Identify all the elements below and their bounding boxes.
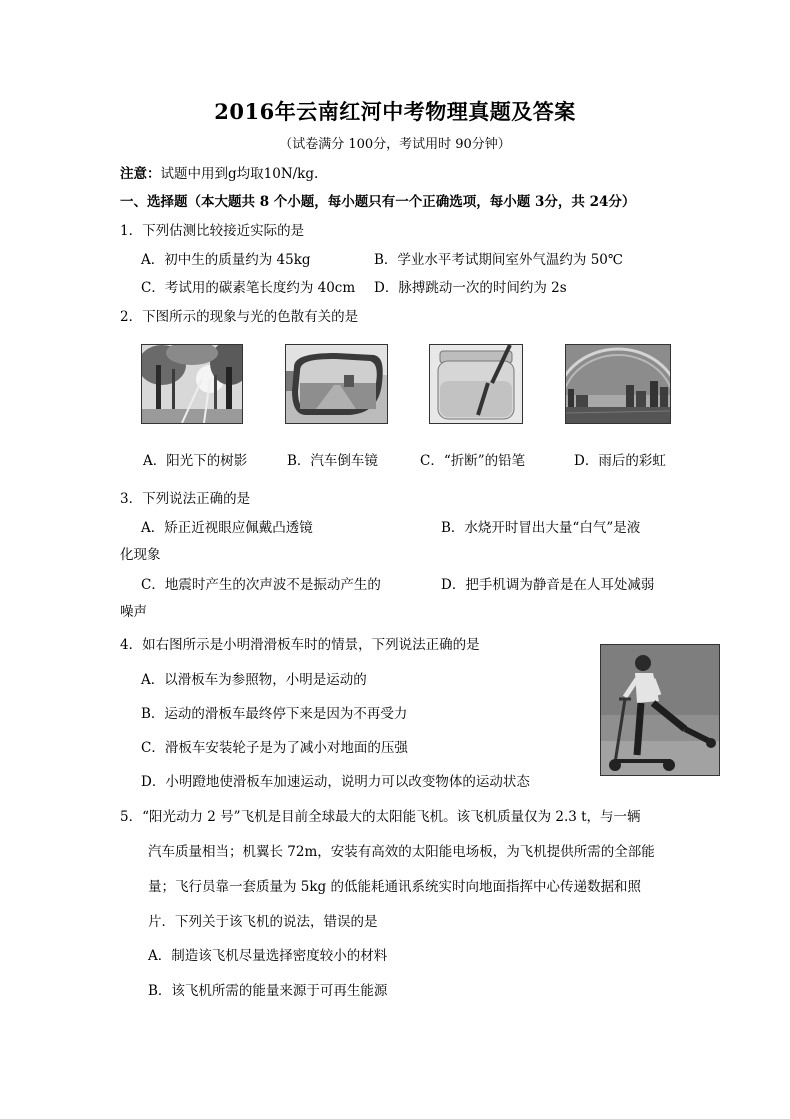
q2-option-c: C．“折断”的铅笔 [420, 453, 526, 469]
q4-option-d: D．小明蹬地使滑板车加速运动，说明力可以改变物体的运动状态 [141, 774, 530, 790]
q1-option-a: A．初中生的质量约为 45kg [141, 252, 311, 268]
q1-option-c: C．考试用的碳素笔长度约为 40cm [141, 280, 356, 296]
q1-stem: 1．下列估测比较接近实际的是 [120, 223, 305, 239]
page-subtitle: （试卷满分 100分，考试用时 90分钟） [279, 137, 511, 152]
q3-option-d-cont: 噪声 [120, 604, 147, 620]
note-label: 注意： [120, 166, 161, 182]
q5-option-a: A．制造该飞机尽量选择密度较小的材料 [148, 948, 388, 964]
car-mirror-photo [285, 344, 388, 424]
section-header: 一、选择题（本大题共 8 个小题，每小题只有一个正确选项，每小题 3分，共 24分） [120, 194, 636, 210]
q4-stem: 4．如右图所示是小明滑滑板车时的情景，下列说法正确的是 [120, 637, 480, 653]
q3-option-d: D．把手机调为静音是在人耳处减弱 [441, 577, 655, 593]
q3-option-b: B．水烧开时冒出大量“白气”是液 [441, 520, 641, 536]
q3-stem: 3．下列说法正确的是 [120, 491, 251, 507]
q2-stem: 2．下图所示的现象与光的色散有关的是 [120, 309, 359, 325]
page-title: 2016年云南红河中考物理真题及答案 [214, 99, 576, 124]
rainbow-photo [565, 344, 671, 424]
q5-stem-line2: 汽车质量相当；机翼长 72m，安装有高效的太阳能电场板，为飞机提供所需的全部能 [148, 844, 655, 860]
q3-option-c: C．地震时产生的次声波不是振动产生的 [141, 577, 381, 593]
q1-option-d: D．脉搏跳动一次的时间约为 2s [374, 280, 567, 296]
q4-option-a: A．以滑板车为参照物，小明是运动的 [141, 672, 367, 688]
q4-option-b: B．运动的滑板车最终停下来是因为不再受力 [141, 706, 408, 722]
q2-option-b: B．汽车倒车镜 [287, 453, 378, 469]
q3-option-a: A．矫正近视眼应佩戴凸透镜 [141, 520, 313, 536]
q1-option-b: B．学业水平考试期间室外气温约为 50℃ [374, 252, 623, 268]
q5-option-b: B．该飞机所需的能量来源于可再生能源 [148, 983, 388, 999]
q5-stem-line1: 5．“阳光动力 2 号”飞机是目前全球最大的太阳能飞机。该飞机质量仅为 2.3 t，与一辆 [120, 809, 641, 825]
q2-option-a: A．阳光下的树影 [143, 453, 248, 469]
q2-option-d: D．雨后的彩虹 [574, 453, 666, 469]
pencil-jar-photo [429, 344, 523, 424]
tree-shadow-photo [141, 344, 243, 424]
note-text: 试题中用到g均取10N/kg. [160, 166, 319, 182]
q3-option-b-cont: 化现象 [120, 547, 161, 563]
q4-option-c: C．滑板车安装轮子是为了减小对地面的压强 [141, 740, 408, 756]
scooter-photo [600, 644, 720, 776]
note-line [120, 162, 318, 182]
q5-stem-line3: 量；飞行员靠一套质量为 5kg 的低能耗通讯系统实时向地面指挥中心传递数据和照 [148, 879, 641, 895]
q5-stem-line4: 片．下列关于该飞机的说法，错误的是 [148, 914, 378, 930]
